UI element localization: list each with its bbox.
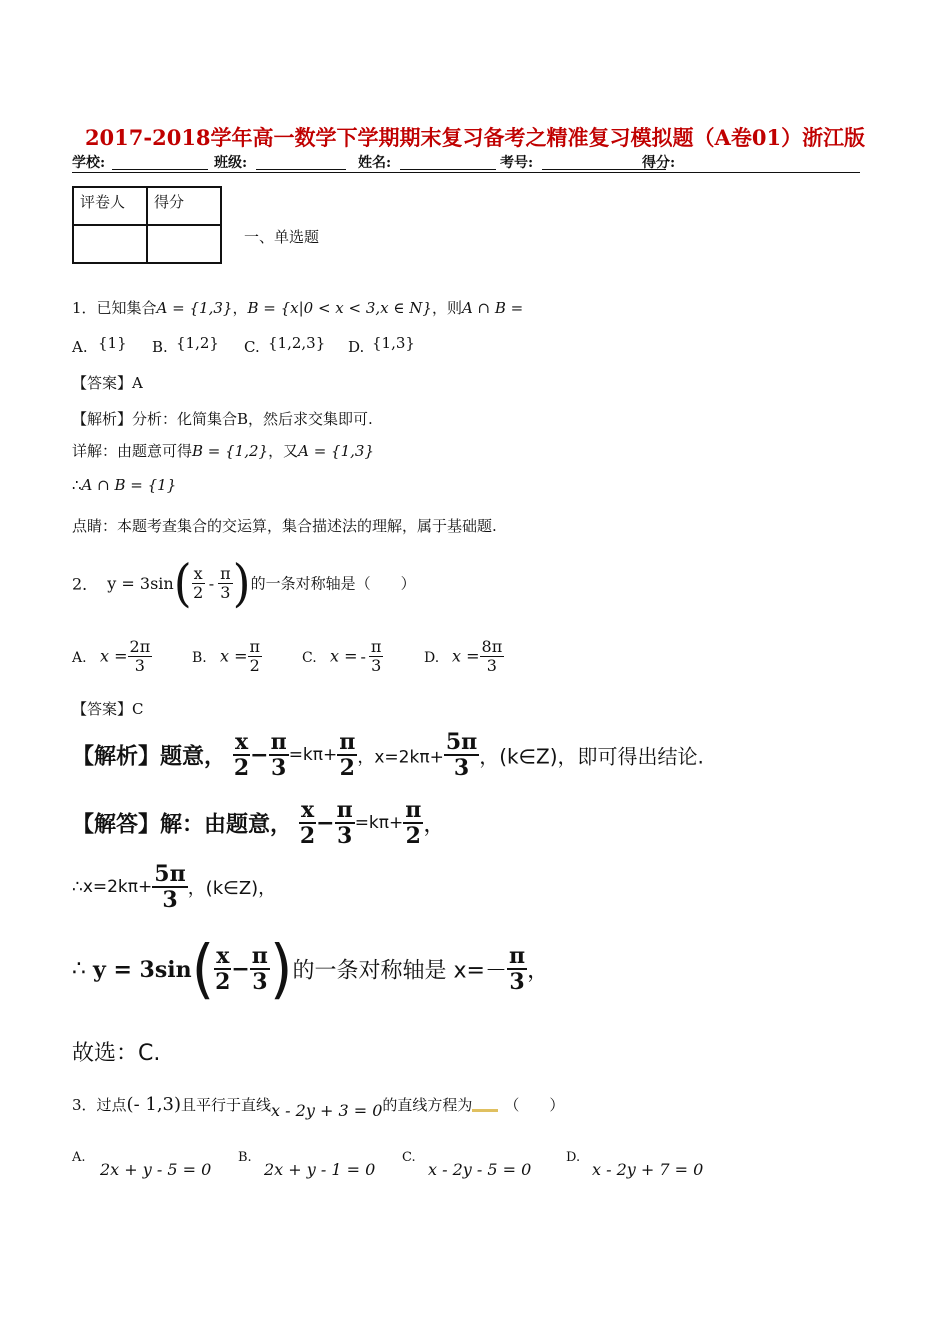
q1-comment: 点睛：本题考查集合的交运算，集合描述法的理解，属于基础题. xyxy=(72,517,497,535)
q1-analysis: 【解析】分析：化简集合B，然后求交集即可. xyxy=(72,410,373,428)
q3-stem xyxy=(72,1094,565,1120)
q3-option-a-label[interactable]: A. xyxy=(72,1150,86,1165)
q1-answer: 【答案】A xyxy=(72,374,143,392)
q3-stem-pre: 3．过点 xyxy=(72,1096,127,1114)
student-info-line xyxy=(72,152,860,173)
q1-detail xyxy=(72,440,374,461)
q1-option-a-value: {1} xyxy=(98,334,127,352)
q2-option-a-expr: x = $\frac{2\pi}{3}$ xyxy=(100,637,151,675)
q3-line: x - 2y + 3 = 0 xyxy=(271,1101,383,1120)
q3-stem-post: 的直线方程为 xyxy=(382,1096,473,1114)
score-cell[interactable] xyxy=(147,225,221,263)
q1-stem-post: ，则 xyxy=(431,299,462,317)
q3-options xyxy=(72,1150,722,1186)
score-table xyxy=(72,186,222,264)
q1-result xyxy=(72,476,176,494)
q1-stem-pre: 1．已知集合 xyxy=(72,299,157,317)
therefore-symbol: ∴ xyxy=(72,476,82,494)
q1-option-d-label[interactable]: D. xyxy=(348,338,365,356)
school-blank[interactable] xyxy=(112,169,208,170)
q2-solve: 【解答】解：由题意， $\frac{x}{2}$ − $\frac{\pi}{3}$ =kπ+ $\frac{\pi}{2}$ ， xyxy=(72,797,446,850)
q2-option-b-label[interactable]: B. xyxy=(192,650,207,666)
left-paren: ( xyxy=(173,553,192,613)
q2-stem-post: 的一条对称轴是（ ） xyxy=(250,574,416,593)
q3-point: (- 1,3) xyxy=(126,1094,182,1115)
q1-set-b: B = {x|0 < x < 3,x ∈ N} xyxy=(247,299,432,317)
q2-stem: 2． y = 3sin( $\frac{x}{2}$ - $\frac{\pi}{3}$ )的一条对称轴是（ ） xyxy=(72,553,416,613)
q3-stem-mid: 且平行于直线 xyxy=(181,1096,272,1114)
q2-option-c-expr: x = - $\frac{\pi}{3}$ xyxy=(330,637,382,675)
q1-detail-b: B = {1,2} xyxy=(192,442,269,460)
q1-option-a-label[interactable]: A. xyxy=(72,338,88,356)
q2-choose: 故选：C. xyxy=(72,1041,161,1066)
q2-analysis: 【解析】题意， $\frac{x}{2}$ − $\frac{\pi}{3}$ =kπ+ $\frac{\pi}{2}$ ，x=2kπ+ $\frac{5\pi}{3}$ ，(k∈Z)，即可得出结论. xyxy=(72,729,704,782)
q1-detail-a: A = {1,3} xyxy=(298,442,374,460)
q2-option-c-label[interactable]: C. xyxy=(302,650,317,666)
q3-option-b-value: 2x + y - 1 = 0 xyxy=(264,1160,376,1179)
q2-option-a-label[interactable]: A. xyxy=(72,650,87,666)
q1-ask: A ∩ B = xyxy=(461,299,524,317)
number-label: 考号: xyxy=(500,155,534,171)
page-title: 2017-2018学年高一数学下学期期末复习备考之精准复习模拟题（A卷01）浙江版 xyxy=(84,125,866,150)
q2-option-b-expr: x = $\frac{\pi}{2}$ xyxy=(220,637,261,675)
q1-option-b-label[interactable]: B. xyxy=(152,338,168,356)
q3-option-c-label[interactable]: C. xyxy=(402,1150,416,1165)
name-label: 姓名: xyxy=(358,155,392,171)
q2-line4: ∴ y = 3sin( $\frac{x}{2}$ − $\frac{\pi}{3}$ )的一条对称轴是 x=－ $\frac{\pi}{3}$ ， xyxy=(72,931,550,1007)
q1-stem xyxy=(72,297,523,318)
q3-paren: （ ） xyxy=(504,1096,565,1114)
q3-option-c-value: x - 2y - 5 = 0 xyxy=(428,1160,532,1179)
grader-cell[interactable] xyxy=(73,225,147,263)
answer-blank[interactable] xyxy=(472,1109,498,1112)
q1-set-a: A = {1,3} xyxy=(156,299,233,317)
q2-func: y = 3sin xyxy=(107,573,174,593)
name-blank[interactable] xyxy=(400,169,496,170)
school-label: 学校: xyxy=(72,155,106,171)
class-label: 班级: xyxy=(214,155,248,171)
score-label: 得分: xyxy=(642,155,676,171)
score-header: 得分 xyxy=(147,187,221,225)
q1-option-c-label[interactable]: C. xyxy=(244,338,260,356)
class-blank[interactable] xyxy=(256,169,346,170)
q2-num: 2． xyxy=(72,574,99,594)
q2-frac-pi3: $\frac{\pi}{3}$ xyxy=(220,563,231,602)
q3-option-a-value: 2x + y - 5 = 0 xyxy=(100,1160,212,1179)
q2-answer: 【答案】C xyxy=(72,700,144,718)
q1-option-c-value: {1,2,3} xyxy=(268,334,326,352)
q1-detail-mid: ，又 xyxy=(268,442,299,460)
q2-option-d-expr: x = $\frac{8\pi}{3}$ xyxy=(452,637,503,675)
q2-option-d-label[interactable]: D. xyxy=(424,650,440,666)
q2-line3: ∴x=2kπ+ $\frac{5\pi}{3}$ ，(k∈Z)， xyxy=(72,861,277,914)
q1-comma: ， xyxy=(232,299,248,317)
q1-result-expr: A ∩ B = {1} xyxy=(81,476,177,494)
q1-option-b-value: {1,2} xyxy=(176,334,219,352)
q1-option-d-value: {1,3} xyxy=(372,334,415,352)
q3-option-b-label[interactable]: B. xyxy=(238,1150,252,1165)
right-paren: ) xyxy=(232,553,251,613)
grader-header: 评卷人 xyxy=(73,187,147,225)
q3-option-d-label[interactable]: D. xyxy=(566,1150,581,1165)
q2-frac-x2: $\frac{x}{2}$ xyxy=(193,563,204,602)
q2-options xyxy=(72,638,592,682)
q1-detail-pre: 详解：由题意可得 xyxy=(72,442,193,460)
section-heading: 一、单选题 xyxy=(244,228,320,246)
q3-option-d-value: x - 2y + 7 = 0 xyxy=(592,1160,704,1179)
